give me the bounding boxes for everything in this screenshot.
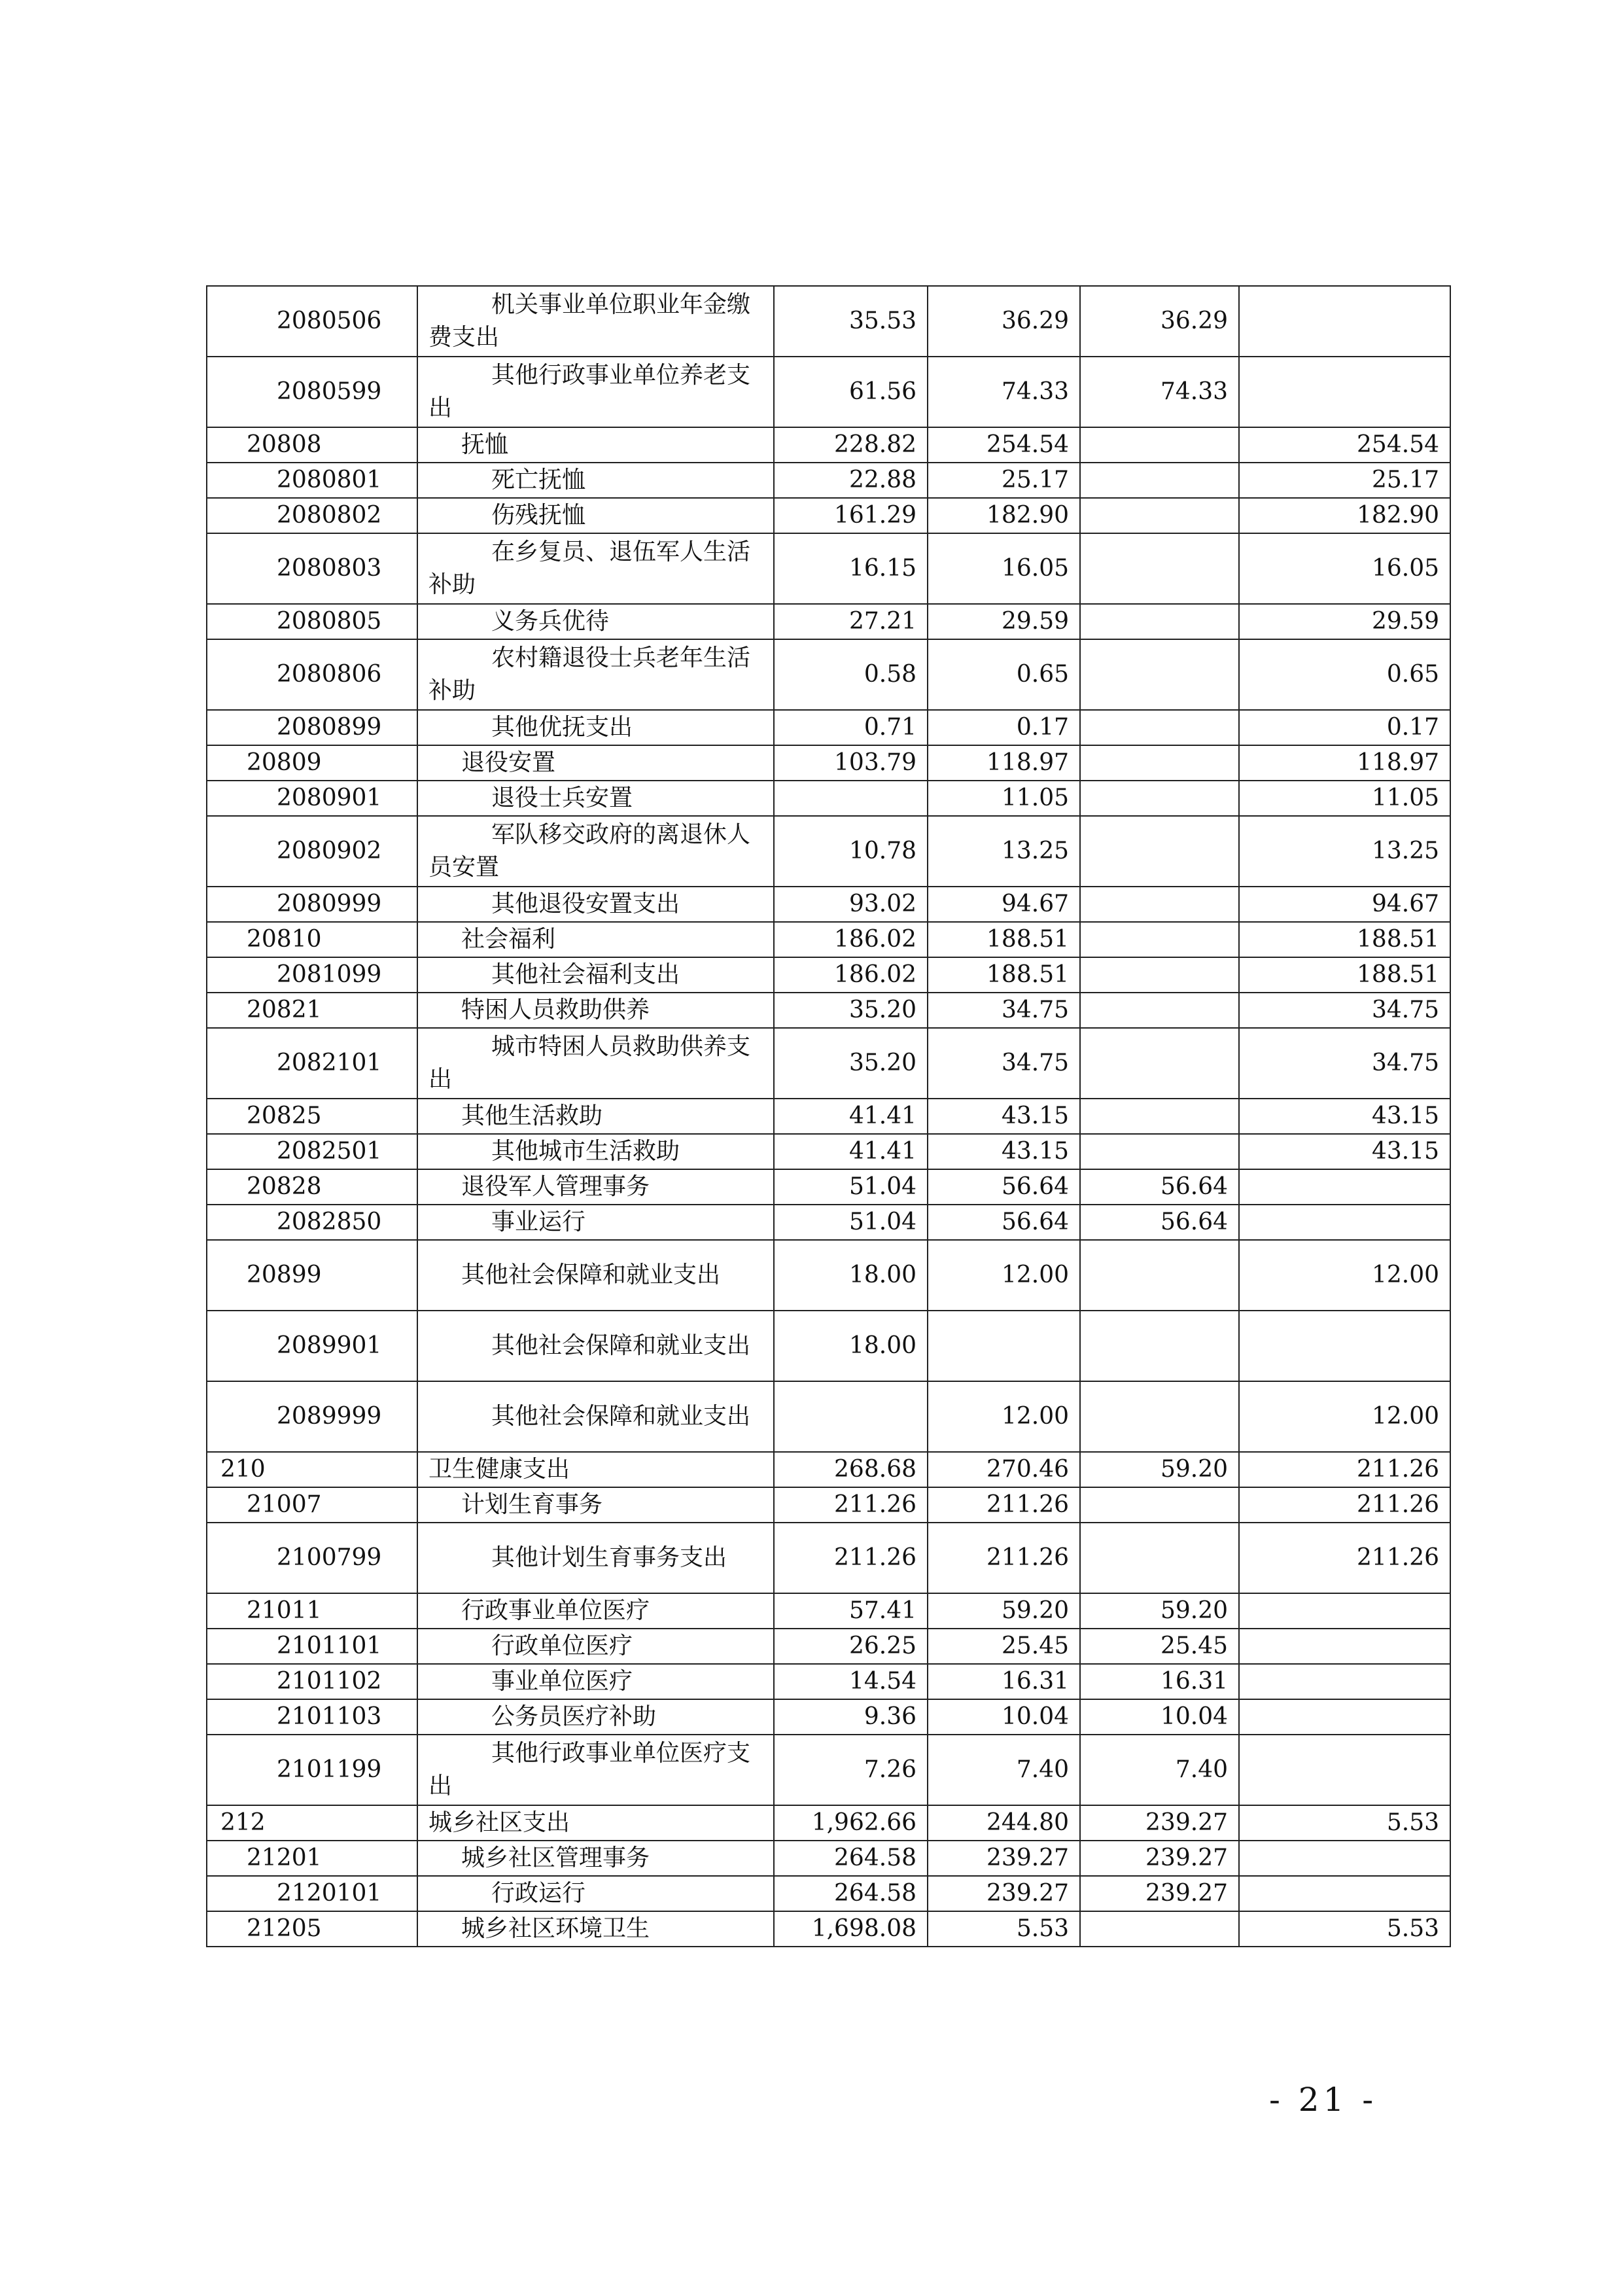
value-cell-4: 5.53 [1239,1805,1450,1841]
value-cell-2: 59.20 [928,1593,1080,1629]
value-cell-2: 34.75 [928,993,1080,1028]
subject-name-cell: 退役安置 [417,745,774,781]
value-cell-4 [1239,1311,1450,1381]
table-row [207,427,1450,463]
table-row [207,639,1450,710]
subject-name-cell: 在乡复员、退伍军人生活补助 [417,533,774,604]
value-cell-2: 0.65 [928,639,1080,710]
value-cell-4 [1239,1841,1450,1876]
value-cell-1: 41.41 [774,1134,928,1169]
subject-code-cell: 2080803 [207,533,417,604]
value-cell-3: 59.20 [1080,1593,1239,1629]
value-cell-4: 188.51 [1239,957,1450,993]
value-cell-4 [1239,357,1450,427]
value-cell-1: 35.20 [774,993,928,1028]
table-row [207,710,1450,745]
subject-name-cell: 社会福利 [417,922,774,957]
table-row [207,357,1450,427]
value-cell-2 [928,1311,1080,1381]
value-cell-3 [1080,533,1239,604]
subject-code-cell: 2081099 [207,957,417,993]
value-cell-3 [1080,1911,1239,1947]
value-cell-4 [1239,1876,1450,1911]
subject-name-cell: 计划生育事务 [417,1487,774,1523]
table-row [207,1169,1450,1205]
subject-code-cell: 2080801 [207,463,417,498]
value-cell-2: 34.75 [928,1028,1080,1099]
subject-code-cell: 2082101 [207,1028,417,1099]
table-row [207,781,1450,816]
value-cell-2: 254.54 [928,427,1080,463]
subject-code-cell: 2080805 [207,604,417,639]
subject-code-cell: 2080902 [207,816,417,887]
subject-name-cell: 其他社会保障和就业支出 [417,1381,774,1452]
subject-name-cell: 其他行政事业单位养老支出 [417,357,774,427]
table-row [207,1134,1450,1169]
value-cell-3 [1080,1028,1239,1099]
value-cell-3: 59.20 [1080,1452,1239,1487]
value-cell-1: 264.58 [774,1876,928,1911]
subject-code-cell: 2101101 [207,1629,417,1664]
subject-name-cell: 城乡社区环境卫生 [417,1911,774,1947]
table-row [207,1381,1450,1452]
value-cell-3: 239.27 [1080,1805,1239,1841]
subject-name-cell: 其他社会福利支出 [417,957,774,993]
subject-name-cell: 特困人员救助供养 [417,993,774,1028]
table-body [207,286,1450,1947]
value-cell-1: 61.56 [774,357,928,427]
value-cell-3: 10.04 [1080,1699,1239,1735]
value-cell-4: 118.97 [1239,745,1450,781]
value-cell-4 [1239,1593,1450,1629]
value-cell-2: 188.51 [928,957,1080,993]
value-cell-4: 211.26 [1239,1452,1450,1487]
value-cell-1: 103.79 [774,745,928,781]
subject-name-cell: 其他优抚支出 [417,710,774,745]
subject-code-cell: 2080806 [207,639,417,710]
value-cell-2: 239.27 [928,1876,1080,1911]
value-cell-2: 74.33 [928,357,1080,427]
subject-name-cell: 伤残抚恤 [417,498,774,533]
table-row [207,745,1450,781]
subject-code-cell: 20899 [207,1240,417,1311]
subject-name-cell: 农村籍退役士兵老年生活补助 [417,639,774,710]
value-cell-3 [1080,463,1239,498]
value-cell-4 [1239,1699,1450,1735]
subject-code-cell: 20809 [207,745,417,781]
table-row [207,993,1450,1028]
subject-name-cell: 其他社会保障和就业支出 [417,1240,774,1311]
value-cell-4: 0.65 [1239,639,1450,710]
value-cell-4: 12.00 [1239,1381,1450,1452]
value-cell-3: 56.64 [1080,1169,1239,1205]
table-row [207,1452,1450,1487]
value-cell-1: 228.82 [774,427,928,463]
budget-expenditure-table [206,285,1451,1947]
value-cell-1: 22.88 [774,463,928,498]
subject-name-cell: 城乡社区管理事务 [417,1841,774,1876]
subject-code-cell: 21205 [207,1911,417,1947]
value-cell-1: 51.04 [774,1205,928,1240]
value-cell-1: 9.36 [774,1699,928,1735]
value-cell-2: 211.26 [928,1487,1080,1523]
value-cell-2: 13.25 [928,816,1080,887]
value-cell-4: 16.05 [1239,533,1450,604]
table-row [207,1028,1450,1099]
value-cell-2: 270.46 [928,1452,1080,1487]
subject-name-cell: 退役士兵安置 [417,781,774,816]
subject-name-cell: 其他行政事业单位医疗支出 [417,1735,774,1805]
table-row [207,1240,1450,1311]
value-cell-4: 25.17 [1239,463,1450,498]
subject-code-cell: 212 [207,1805,417,1841]
value-cell-3 [1080,993,1239,1028]
value-cell-4: 43.15 [1239,1134,1450,1169]
subject-code-cell: 2100799 [207,1523,417,1593]
value-cell-4: 29.59 [1239,604,1450,639]
page-number: - 21 - [1269,2081,1378,2119]
table-row [207,1664,1450,1699]
value-cell-2: 118.97 [928,745,1080,781]
subject-name-cell: 卫生健康支出 [417,1452,774,1487]
value-cell-3 [1080,816,1239,887]
value-cell-3 [1080,1381,1239,1452]
value-cell-3 [1080,639,1239,710]
value-cell-2: 16.31 [928,1664,1080,1699]
subject-code-cell: 20810 [207,922,417,957]
value-cell-2: 36.29 [928,286,1080,357]
subject-code-cell: 2082850 [207,1205,417,1240]
value-cell-1: 16.15 [774,533,928,604]
table-row [207,922,1450,957]
value-cell-2: 25.45 [928,1629,1080,1664]
value-cell-3 [1080,887,1239,922]
value-cell-2: 43.15 [928,1099,1080,1134]
subject-code-cell: 2101103 [207,1699,417,1735]
value-cell-3: 16.31 [1080,1664,1239,1699]
subject-code-cell: 2080599 [207,357,417,427]
subject-name-cell: 死亡抚恤 [417,463,774,498]
value-cell-1: 7.26 [774,1735,928,1805]
value-cell-2: 0.17 [928,710,1080,745]
subject-code-cell: 20825 [207,1099,417,1134]
subject-name-cell: 行政事业单位医疗 [417,1593,774,1629]
subject-name-cell: 军队移交政府的离退休人员安置 [417,816,774,887]
value-cell-1: 186.02 [774,922,928,957]
value-cell-2: 182.90 [928,498,1080,533]
table-row [207,887,1450,922]
table-row [207,1911,1450,1947]
value-cell-3: 74.33 [1080,357,1239,427]
value-cell-2: 188.51 [928,922,1080,957]
value-cell-4: 34.75 [1239,1028,1450,1099]
value-cell-2: 56.64 [928,1205,1080,1240]
value-cell-1: 161.29 [774,498,928,533]
table-row [207,1205,1450,1240]
table-row [207,816,1450,887]
subject-code-cell: 2089999 [207,1381,417,1452]
value-cell-3: 7.40 [1080,1735,1239,1805]
value-cell-1: 186.02 [774,957,928,993]
table-row [207,604,1450,639]
value-cell-2: 12.00 [928,1240,1080,1311]
table-row [207,957,1450,993]
subject-code-cell: 21011 [207,1593,417,1629]
value-cell-1: 211.26 [774,1523,928,1593]
value-cell-2: 244.80 [928,1805,1080,1841]
subject-name-cell: 义务兵优待 [417,604,774,639]
subject-code-cell: 2120101 [207,1876,417,1911]
value-cell-4: 254.54 [1239,427,1450,463]
subject-name-cell: 行政单位医疗 [417,1629,774,1664]
table-row [207,1735,1450,1805]
table-row [207,533,1450,604]
subject-name-cell: 其他计划生育事务支出 [417,1523,774,1593]
subject-code-cell: 210 [207,1452,417,1487]
value-cell-4: 94.67 [1239,887,1450,922]
subject-code-cell: 2101102 [207,1664,417,1699]
value-cell-3: 239.27 [1080,1876,1239,1911]
value-cell-1: 93.02 [774,887,928,922]
value-cell-4 [1239,1664,1450,1699]
value-cell-4: 11.05 [1239,781,1450,816]
value-cell-2: 5.53 [928,1911,1080,1947]
subject-name-cell: 其他生活救助 [417,1099,774,1134]
value-cell-1 [774,781,928,816]
value-cell-2: 11.05 [928,781,1080,816]
subject-name-cell: 行政运行 [417,1876,774,1911]
subject-code-cell: 2080999 [207,887,417,922]
table-row [207,1099,1450,1134]
table-row [207,1593,1450,1629]
subject-code-cell: 2089901 [207,1311,417,1381]
value-cell-2: 56.64 [928,1169,1080,1205]
value-cell-1: 26.25 [774,1629,928,1664]
value-cell-4: 0.17 [1239,710,1450,745]
table-row [207,1876,1450,1911]
value-cell-3 [1080,922,1239,957]
table-row [207,286,1450,357]
subject-name-cell: 其他社会保障和就业支出 [417,1311,774,1381]
value-cell-3 [1080,1523,1239,1593]
subject-code-cell: 20808 [207,427,417,463]
subject-code-cell: 2080802 [207,498,417,533]
value-cell-1: 1,698.08 [774,1911,928,1947]
subject-name-cell: 机关事业单位职业年金缴费支出 [417,286,774,357]
value-cell-2: 16.05 [928,533,1080,604]
value-cell-4: 13.25 [1239,816,1450,887]
value-cell-1: 14.54 [774,1664,928,1699]
subject-code-cell: 2080899 [207,710,417,745]
value-cell-4: 43.15 [1239,1099,1450,1134]
table-row [207,1487,1450,1523]
table-row [207,498,1450,533]
value-cell-3 [1080,957,1239,993]
value-cell-3 [1080,1099,1239,1134]
value-cell-1: 35.53 [774,286,928,357]
value-cell-3 [1080,427,1239,463]
value-cell-2: 43.15 [928,1134,1080,1169]
value-cell-2: 12.00 [928,1381,1080,1452]
value-cell-4 [1239,286,1450,357]
value-cell-1: 10.78 [774,816,928,887]
value-cell-3: 36.29 [1080,286,1239,357]
subject-code-cell: 2101199 [207,1735,417,1805]
subject-code-cell: 2080901 [207,781,417,816]
value-cell-1: 18.00 [774,1240,928,1311]
table-row [207,1841,1450,1876]
value-cell-1: 1,962.66 [774,1805,928,1841]
subject-code-cell: 20821 [207,993,417,1028]
value-cell-3 [1080,1487,1239,1523]
value-cell-1: 41.41 [774,1099,928,1134]
value-cell-1: 268.68 [774,1452,928,1487]
value-cell-4: 5.53 [1239,1911,1450,1947]
subject-name-cell: 抚恤 [417,427,774,463]
value-cell-2: 29.59 [928,604,1080,639]
value-cell-4: 211.26 [1239,1487,1450,1523]
value-cell-4: 182.90 [1239,498,1450,533]
value-cell-4 [1239,1169,1450,1205]
value-cell-3: 239.27 [1080,1841,1239,1876]
subject-code-cell: 21007 [207,1487,417,1523]
subject-name-cell: 事业运行 [417,1205,774,1240]
value-cell-2: 25.17 [928,463,1080,498]
value-cell-2: 239.27 [928,1841,1080,1876]
value-cell-3 [1080,745,1239,781]
subject-name-cell: 事业单位医疗 [417,1664,774,1699]
value-cell-1: 51.04 [774,1169,928,1205]
value-cell-1: 18.00 [774,1311,928,1381]
value-cell-1: 264.58 [774,1841,928,1876]
value-cell-3 [1080,781,1239,816]
subject-name-cell: 其他城市生活救助 [417,1134,774,1169]
subject-name-cell: 公务员医疗补助 [417,1699,774,1735]
table-row [207,463,1450,498]
value-cell-4: 34.75 [1239,993,1450,1028]
value-cell-4 [1239,1629,1450,1664]
value-cell-2: 10.04 [928,1699,1080,1735]
value-cell-4: 188.51 [1239,922,1450,957]
value-cell-4: 211.26 [1239,1523,1450,1593]
value-cell-3 [1080,1311,1239,1381]
subject-code-cell: 2082501 [207,1134,417,1169]
value-cell-3: 56.64 [1080,1205,1239,1240]
value-cell-2: 94.67 [928,887,1080,922]
value-cell-4 [1239,1205,1450,1240]
table-row [207,1311,1450,1381]
subject-code-cell: 20828 [207,1169,417,1205]
value-cell-3 [1080,604,1239,639]
table-row [207,1629,1450,1664]
value-cell-3 [1080,1134,1239,1169]
subject-name-cell: 退役军人管理事务 [417,1169,774,1205]
value-cell-1: 35.20 [774,1028,928,1099]
value-cell-1: 57.41 [774,1593,928,1629]
value-cell-1: 27.21 [774,604,928,639]
value-cell-3 [1080,710,1239,745]
subject-name-cell: 城乡社区支出 [417,1805,774,1841]
subject-code-cell: 21201 [207,1841,417,1876]
table-row [207,1523,1450,1593]
value-cell-3 [1080,498,1239,533]
value-cell-2: 7.40 [928,1735,1080,1805]
value-cell-3 [1080,1240,1239,1311]
table-row [207,1805,1450,1841]
value-cell-1: 0.58 [774,639,928,710]
value-cell-4: 12.00 [1239,1240,1450,1311]
subject-name-cell: 城市特困人员救助供养支出 [417,1028,774,1099]
subject-code-cell: 2080506 [207,286,417,357]
value-cell-2: 211.26 [928,1523,1080,1593]
value-cell-1: 211.26 [774,1487,928,1523]
value-cell-1 [774,1381,928,1452]
value-cell-3: 25.45 [1080,1629,1239,1664]
table-row [207,1699,1450,1735]
value-cell-4 [1239,1735,1450,1805]
subject-name-cell: 其他退役安置支出 [417,887,774,922]
value-cell-1: 0.71 [774,710,928,745]
